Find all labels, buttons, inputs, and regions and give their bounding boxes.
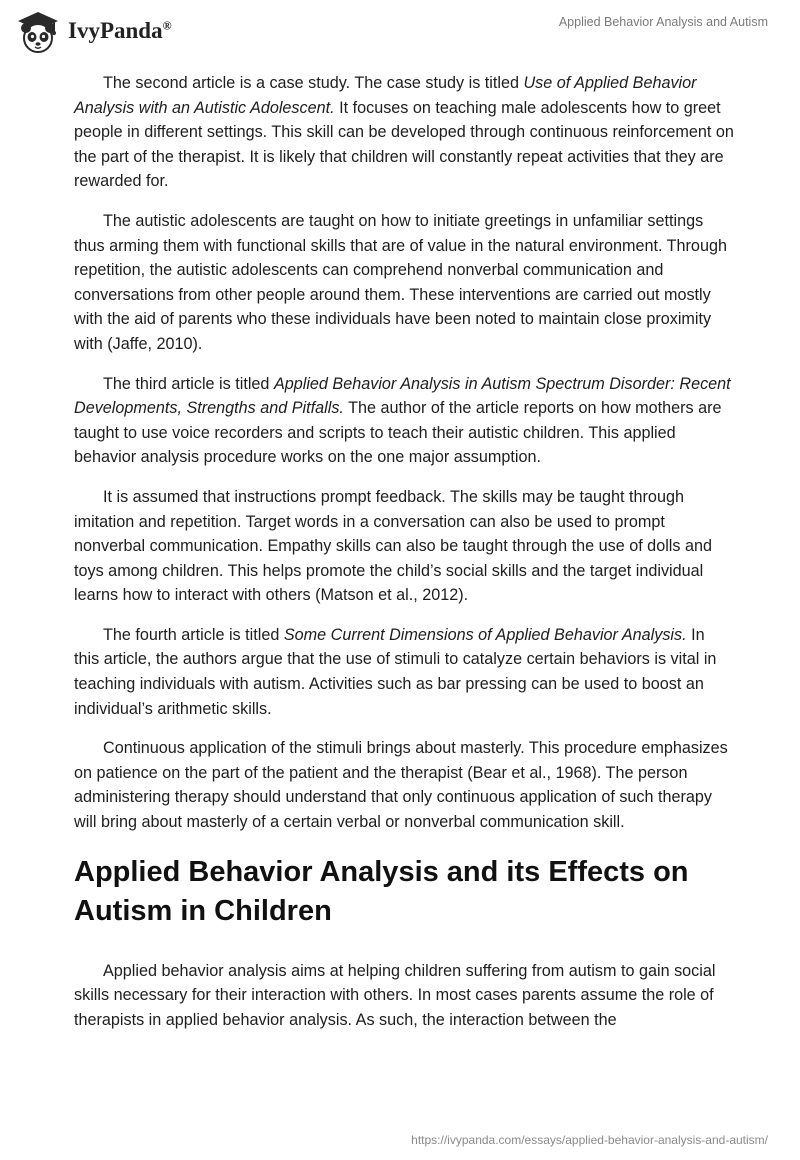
paragraph: The third article is titled Applied Behavior Analysis in Autism Spectrum Disorder: Recent Developments, Strengths and Pitfalls. The author of the article reports on how mothers are taught to use voice recorders and scripts to teach their autistic children. This applied behavior analysis procedure works on the one major assumption. — [74, 374, 731, 467]
paragraph: The autistic adolescents are taught on how to initiate greetings in unfamiliar settings thus arming them with functional skills that are of value in the natural environment. Through repetition, the autistic adolescents can comprehend nonverbal communication and conversations from other people around them. These interventions are carried out mostly with the aid of parents who these individuals have been noted to maintain close proximity with (Jaffe, 2010). — [74, 211, 727, 353]
ivypanda-logo[interactable] — [14, 6, 172, 56]
page-header — [0, 0, 800, 70]
article-title: Some Current Dimensions of Applied Behavior Analysis. — [283, 625, 687, 644]
paragraph: Applied behavior analysis aims at helping children suffering from autism to gain social skills necessary for their interaction with others. In most cases parents assume the role of therapists in applied behavior analysis. As such, the interaction between the — [74, 961, 716, 1029]
source-url[interactable]: https://ivypanda.com/essays/applied-behavior-analysis-and-autism/ — [411, 1133, 768, 1147]
document-title: Applied Behavior Analysis and Autism — [558, 15, 768, 29]
panda-graduate-icon — [14, 7, 62, 55]
paragraph: Continuous application of the stimuli brings about masterly. This procedure emphasizes on patience on the part of the patient and the therapist (Bear et al., 1968). The person administering therapy should understand that only continuous application of such therapy will bring about masterly of a certain verbal or nonverbal communication skill. — [74, 739, 728, 832]
paragraph: It is assumed that instructions prompt feedback. The skills may be taught through imitation and repetition. Target words in a conversation can also be used to prompt nonverbal communication. Empathy skills can also be taught through the use of dolls and toys among children. This helps promote the child’s social skills and the target individual learns how to interact with others (Matson et al., 2012). — [74, 487, 712, 605]
section-heading: Applied Behavior Analysis and its Effects on Autism in Children — [74, 855, 689, 927]
article-title: Use of Applied Behavior Analysis with an Autistic Adolescent. — [74, 74, 697, 117]
article-body — [74, 71, 734, 1047]
paragraph: The fourth article is titled Some Current Dimensions of Applied Behavior Analysis. In this article, the authors argue that the use of stimuli to catalyze certain behaviors is vital in teaching individuals with autism. Activities such as bar pressing can be used to boost an individual’s arithmetic skills. — [74, 625, 717, 718]
paragraph: The second article is a case study. The case study is titled Use of Applied Behavior Analysis with an Autistic Adolescent. It focuses on teaching male adolescents how to greet people in different settings. This skill can be developed through continuous reinforcement on the part of the therapist. It is likely that children will constantly repeat activities that they are rewarded for. — [74, 74, 734, 191]
brand-name: IvyPanda® — [68, 18, 172, 43]
article-title: Applied Behavior Analysis in Autism Spectrum Disorder: Recent Developments, Strengths and Pitfalls. — [74, 374, 731, 418]
